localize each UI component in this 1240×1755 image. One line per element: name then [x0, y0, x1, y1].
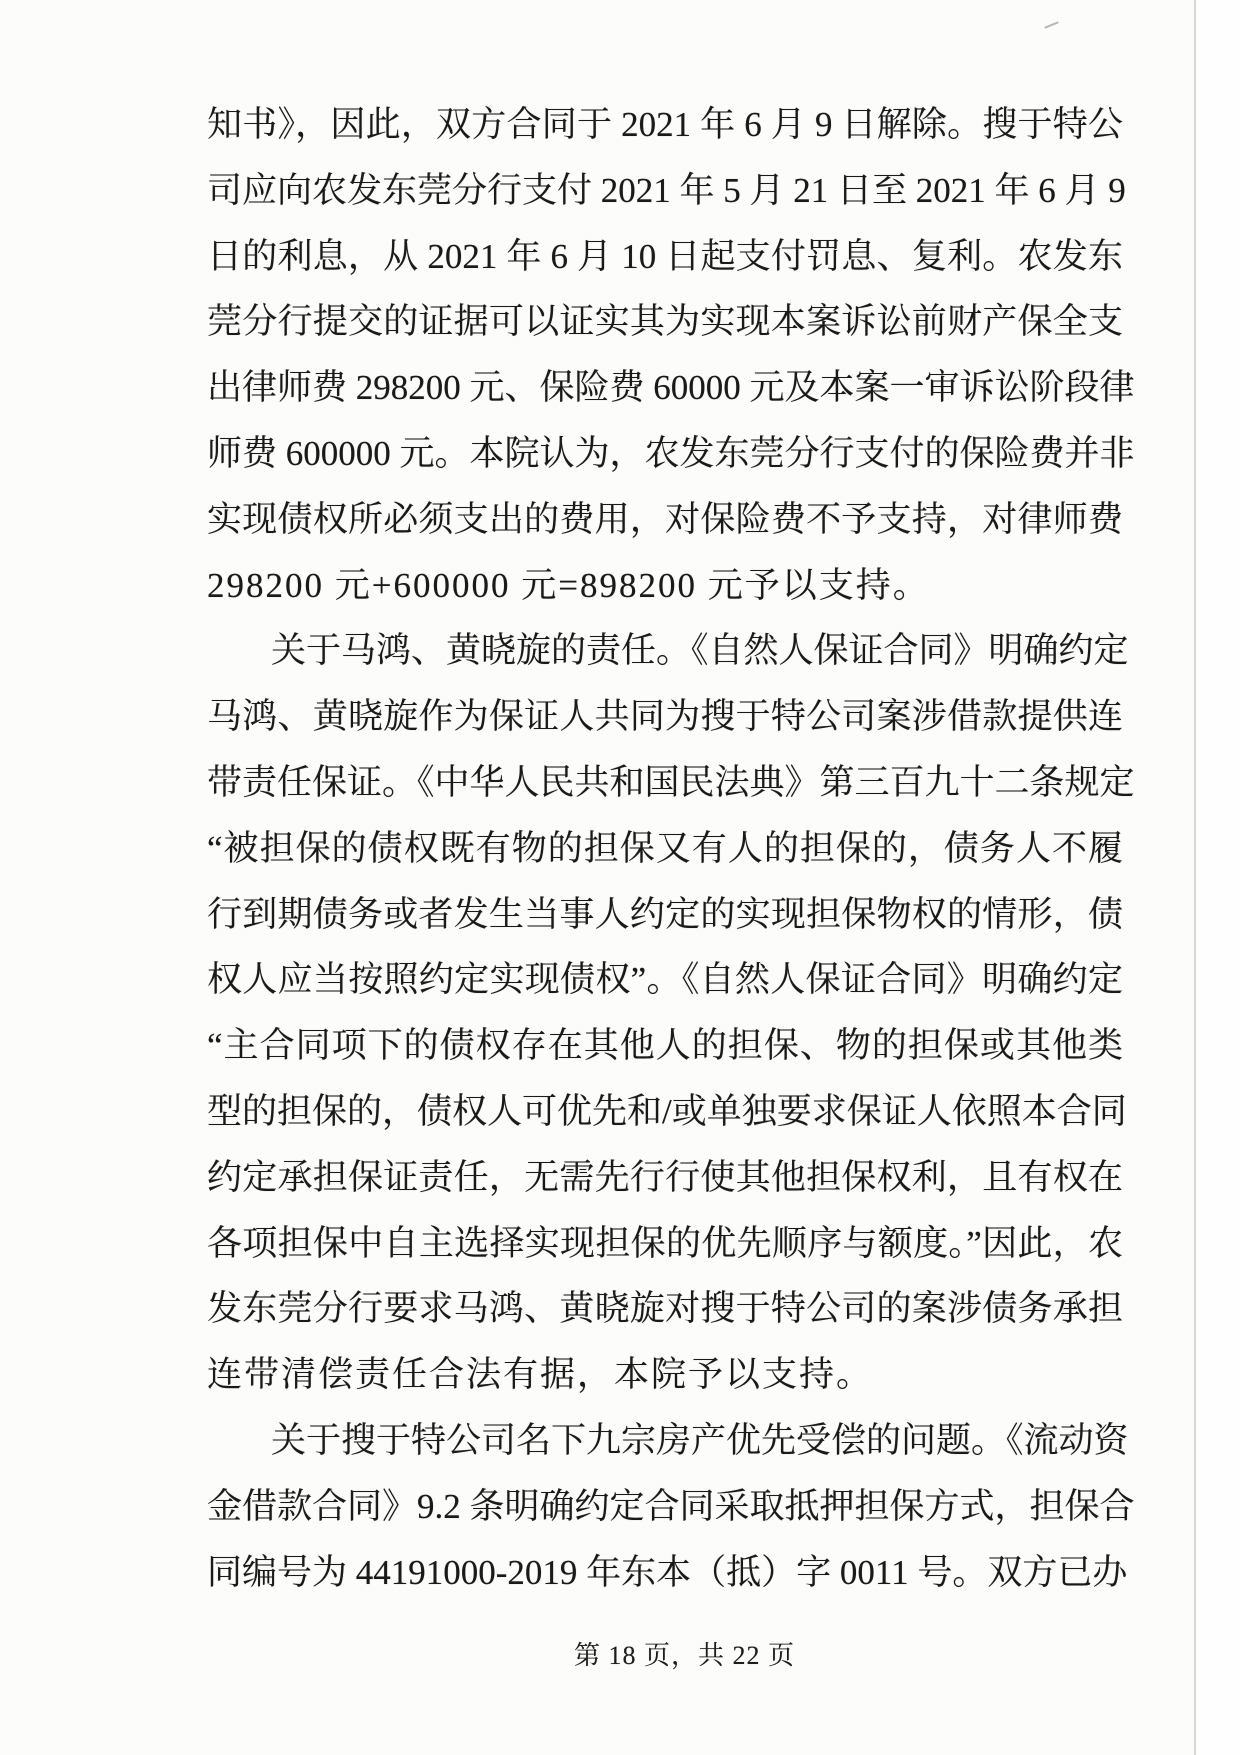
body-line-17: 约定承担保证责任，无需先行行使其他担保权利，且有权在	[207, 1157, 1123, 1197]
scan-smudge-mark	[1044, 21, 1059, 28]
body-line-10: 马鸿、黄晓旋作为保证人共同为搜于特公司案涉借款提供连	[207, 697, 1123, 737]
judgment-text-block	[207, 92, 1135, 1605]
body-line-16: 型的担保的，债权人可优先和/或单独要求保证人依照本合同	[207, 1091, 1127, 1131]
page-footer: 第 18 页，共 22 页	[574, 1641, 796, 1670]
scan-edge-strip	[1196, 0, 1240, 1755]
body-line-1: 知书》，因此，双方合同于 2021 年 6 月 9 日解除。搜于特公	[207, 105, 1123, 144]
body-line-7: 实现债权所必须支出的费用，对保险费不予支持，对律师费	[207, 499, 1123, 539]
body-line-19: 发东莞分行要求马鸿、黄晓旋对搜于特公司的案涉债务承担	[207, 1289, 1123, 1329]
body-line-9: 关于马鸿、黄晓旋的责任。《自然人保证合同》明确约定	[271, 631, 1129, 671]
body-line-2: 司应向农发东莞分行支付 2021 年 5 月 21 日至 2021 年 6 月 9	[207, 170, 1126, 210]
body-line-15: “主合同项下的债权存在其他人的担保、物的担保或其他类	[207, 1026, 1123, 1066]
body-line-21: 关于搜于特公司名下九宗房产优先受偿的问题。《流动资	[271, 1420, 1129, 1460]
body-line-3: 日的利息，从 2021 年 6 月 10 日起支付罚息、复利。农发东	[207, 236, 1123, 276]
body-line-20: 连带清偿责任合法有据，本院予以支持。	[207, 1355, 874, 1395]
body-line-23: 同编号为 44191000-2019 年东本（抵）字 0011 号。双方已办	[207, 1552, 1128, 1592]
body-line-4: 莞分行提交的证据可以证实其为实现本案诉讼前财产保全支	[207, 302, 1123, 342]
body-line-22: 金借款合同》9.2 条明确约定合同采取抵押担保方式，担保合	[207, 1486, 1135, 1526]
body-line-11: 带责任保证。《中华人民共和国民法典》第三百九十二条规定	[207, 762, 1135, 802]
body-line-13: 行到期债务或者发生当事人约定的实现担保物权的情形，债	[207, 894, 1123, 934]
body-line-5: 出律师费 298200 元、保险费 60000 元及本案一审诉讼阶段律	[207, 368, 1135, 408]
scan-edge-line	[1194, 0, 1196, 1755]
body-line-14: 权人应当按照约定实现债权”。《自然人保证合同》明确约定	[207, 960, 1123, 1000]
body-line-18: 各项担保中自主选择实现担保的优先顺序与额度。”因此，农	[207, 1223, 1123, 1263]
body-line-6: 师费 600000 元。本院认为，农发东莞分行支付的保险费并非	[207, 433, 1135, 473]
body-line-8: 298200 元+600000 元=898200 元予以支持。	[207, 565, 930, 605]
body-line-12: “被担保的债权既有物的担保又有人的担保的，债务人不履	[207, 828, 1123, 868]
